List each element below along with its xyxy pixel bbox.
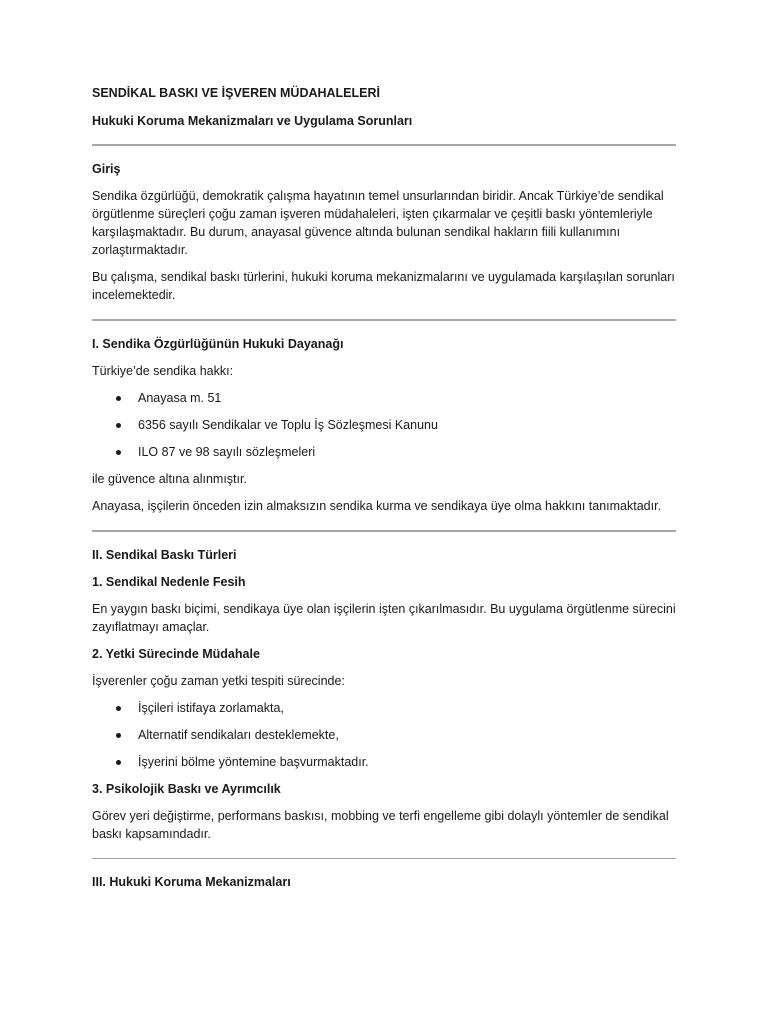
section3-heading: III. Hukuki Koruma Mekanizmaları: [92, 875, 291, 889]
document-subtitle: Hukuki Koruma Mekanizmaları ve Uygulama Sorunları: [92, 114, 413, 128]
intro-paragraph-2: Bu çalışma, sendikal baskı türlerini, hukuki koruma mekanizmalarını ve uygulamada karşılaşılan sorunları incelemektedir.: [92, 270, 675, 302]
list-item: İşyerini bölme yöntemine başvurmaktadır.: [92, 753, 676, 771]
section2-sub2-list: [92, 699, 676, 771]
section2-sub2-heading: 2. Yetki Sürecinde Müdahale: [92, 647, 260, 661]
section1-after-list: ile güvence altına alınmıştır.: [92, 472, 247, 486]
intro-paragraph-1: Sendika özgürlüğü, demokratik çalışma hayatının temel unsurlarından biridir. Ancak Türkiye’de sendikal örgütlenme süreçleri çoğu zaman işveren müdahaleleri, işten çıkarmalar ve çeşitli baskı yöntemleriyle karşılaşmaktadır. Bu durum, anayasal güvence altında bulunan sendikal hakların fiili kullanımını zorlaştırmaktadır.: [92, 189, 664, 257]
section1-lead: Türkiye’de sendika hakkı:: [92, 364, 234, 378]
section-divider: [92, 858, 676, 859]
list-item: ILO 87 ve 98 sayılı sözleşmeleri: [92, 443, 676, 461]
section2-sub3-paragraph: Görev yeri değiştirme, performans baskısı, mobbing ve terfi engelleme gibi dolaylı yöntemler de sendikal baskı kapsamındadır.: [92, 809, 669, 841]
section2-sub2-lead: İşverenler çoğu zaman yetki tespiti sürecinde:: [92, 674, 345, 688]
document-title: SENDİKAL BASKI VE İŞVEREN MÜDAHALELERİ: [92, 86, 380, 100]
list-item: İşçileri istifaya zorlamakta,: [92, 699, 676, 717]
list-item: 6356 sayılı Sendikalar ve Toplu İş Sözleşmesi Kanunu: [92, 416, 676, 434]
section-divider: [92, 319, 676, 321]
section2-sub1-paragraph: En yaygın baskı biçimi, sendikaya üye olan işçilerin işten çıkarılmasıdır. Bu uygulama örgütlenme sürecini zayıflatmayı amaçlar.: [92, 602, 676, 634]
section2-sub3-heading: 3. Psikolojik Baskı ve Ayrımcılık: [92, 782, 281, 796]
list-item: Alternatif sendikaları desteklemekte,: [92, 726, 676, 744]
section-divider: [92, 144, 676, 146]
section1-paragraph: Anayasa, işçilerin önceden izin almaksızın sendika kurma ve sendikaya üye olma hakkını tanımaktadır.: [92, 499, 662, 513]
section1-list: [92, 389, 676, 461]
section-divider: [92, 530, 676, 532]
intro-heading: Giriş: [92, 162, 121, 176]
section1-heading: I. Sendika Özgürlüğünün Hukuki Dayanağı: [92, 337, 344, 351]
list-item: Anayasa m. 51: [92, 389, 676, 407]
section2-sub1-heading: 1. Sendikal Nedenle Fesih: [92, 575, 246, 589]
section2-heading: II. Sendikal Baskı Türleri: [92, 548, 237, 562]
